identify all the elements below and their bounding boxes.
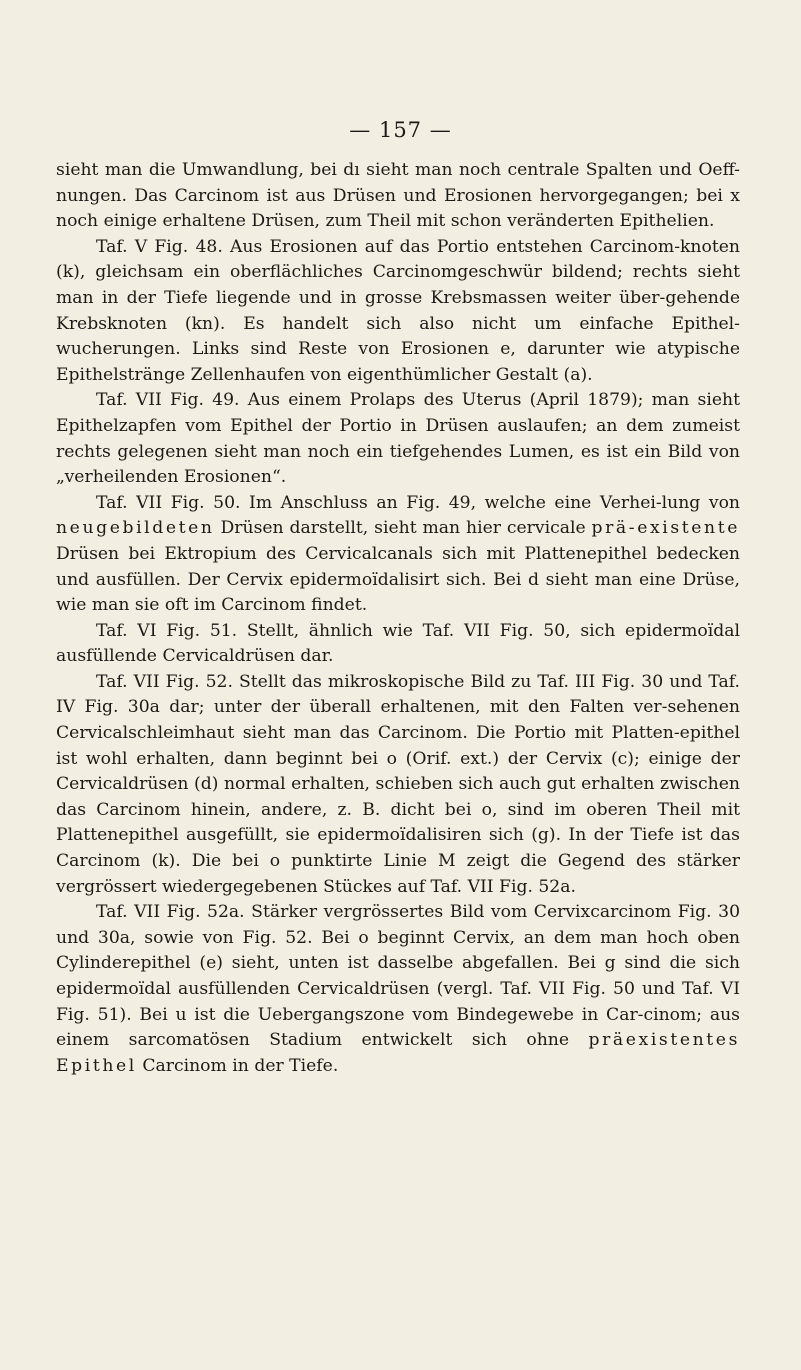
paragraph-6 (56, 670, 740, 900)
text-run: Drüsen bei Ektropium des Cervicalcanals sich mit Plattenepithel bedecken und ausfüllen. Der Cervix epidermoïdalisirt sich. Bei d sieht man eine Drüse, wie man sie oft im Carcinom findet. (56, 543, 740, 616)
paragraph-1 (56, 158, 740, 235)
paragraph-7 (56, 900, 740, 1079)
text-run: Taf. VII Fig. 49. Aus einem Prolaps des Uterus (April 1879); man sieht Epithelzapfen vom Epithel der Portio in Drüsen auslaufen; an dem zumeist rechts gelegenen sieht man noch ein tiefgehendes Lumen, es ist ein Bild von „verheilenden Erosionen“. (56, 390, 740, 488)
text-run: Carcinom in der Tiefe. (136, 1055, 339, 1076)
spaced-emphasis: neugebildeten (56, 518, 215, 539)
text-run: Taf. VII Fig. 52. Stellt das mikroskopische Bild zu Taf. III Fig. 30 und Taf. IV Fig. 30a dar; unter der überall erhaltenen, mit den Falten ver-sehenen Cervicalschleimhaut sieht man das Carcinom. Die Portio mit Platten-epithel ist wohl erhalten, dann beginnt bei o (Orif. ext.) der Cervix (c); einige der Cervicaldrüsen (d) normal erhalten, schieben sich auch gut erhalten zwischen das Carcinom hinein, andere, z. B. dicht bei o, sind im oberen Theil mit Plattenepithel ausgefüllt, sie epidermoïdalisiren sich (g). In der Tiefe ist das Carcinom (k). Die bei o punktirte Linie M zeigt die Gegend des stärker vergrössert wiedergegebenen Stückes auf Taf. VII Fig. 52a. (56, 671, 740, 897)
body-text (56, 158, 740, 1079)
text-run: Drüsen darstellt, sieht man hier cervicale (214, 518, 592, 539)
text-run: sieht man die Umwandlung, bei dı sieht man noch centrale Spalten und Oeff-nungen. Das Carcinom ist aus Drüsen und Erosionen hervorgegangen; bei x noch einige erhaltene Drüsen, zum Theil mit schon veränderten Epithelien. (56, 160, 740, 232)
paragraph-3 (56, 388, 740, 490)
text-run: Taf. V Fig. 48. Aus Erosionen auf das Portio entstehen Carcinom-knoten (k), gleichsam ein oberflächliches Carcinomgeschwür bildend; rechts sieht man in der Tiefe liegende und in grosse Krebsmassen weiter über-gehende Krebsknoten (kn). Es handelt sich also nicht um einfache Epithel-wucherungen. Links sind Reste von Erosionen e, darunter wie atypische Epithelstränge Zellenhaufen von eigenthümlicher Gestalt (a). (56, 236, 740, 385)
text-run: Taf. VI Fig. 51. Stellt, ähnlich wie Taf. VII Fig. 50, sich epidermoïdal ausfüllende Cervicaldrüsen dar. (56, 620, 740, 667)
paragraph-4 (56, 491, 740, 619)
page-number: — 157 — (349, 118, 452, 142)
text-run: Taf. VII Fig. 52a. Stärker vergrössertes Bild vom Cervixcarcinom Fig. 30 und 30a, sowie von Fig. 52. Bei o beginnt Cervix, an dem man hoch oben Cylinderepithel (e) sieht, unten ist dasselbe abgefallen. Bei g sind die sich epidermoïdal ausfüllenden Cervicaldrüsen (vergl. Taf. VII Fig. 50 und Taf. VI Fig. 51). Bei u ist die Uebergangszone vom Bindegewebe in Car-cinom; aus einem sarcomatösen Stadium entwickelt sich ohne (56, 902, 740, 1051)
text-run: Taf. VII Fig. 50. Im Anschluss an Fig. 49, welche eine Verhei-lung von (96, 492, 740, 513)
spaced-emphasis: präexistentes Epithel (56, 1030, 740, 1076)
paragraph-5 (56, 619, 740, 670)
paragraph-2 (56, 235, 740, 389)
spaced-emphasis: prä-existente (591, 518, 740, 539)
